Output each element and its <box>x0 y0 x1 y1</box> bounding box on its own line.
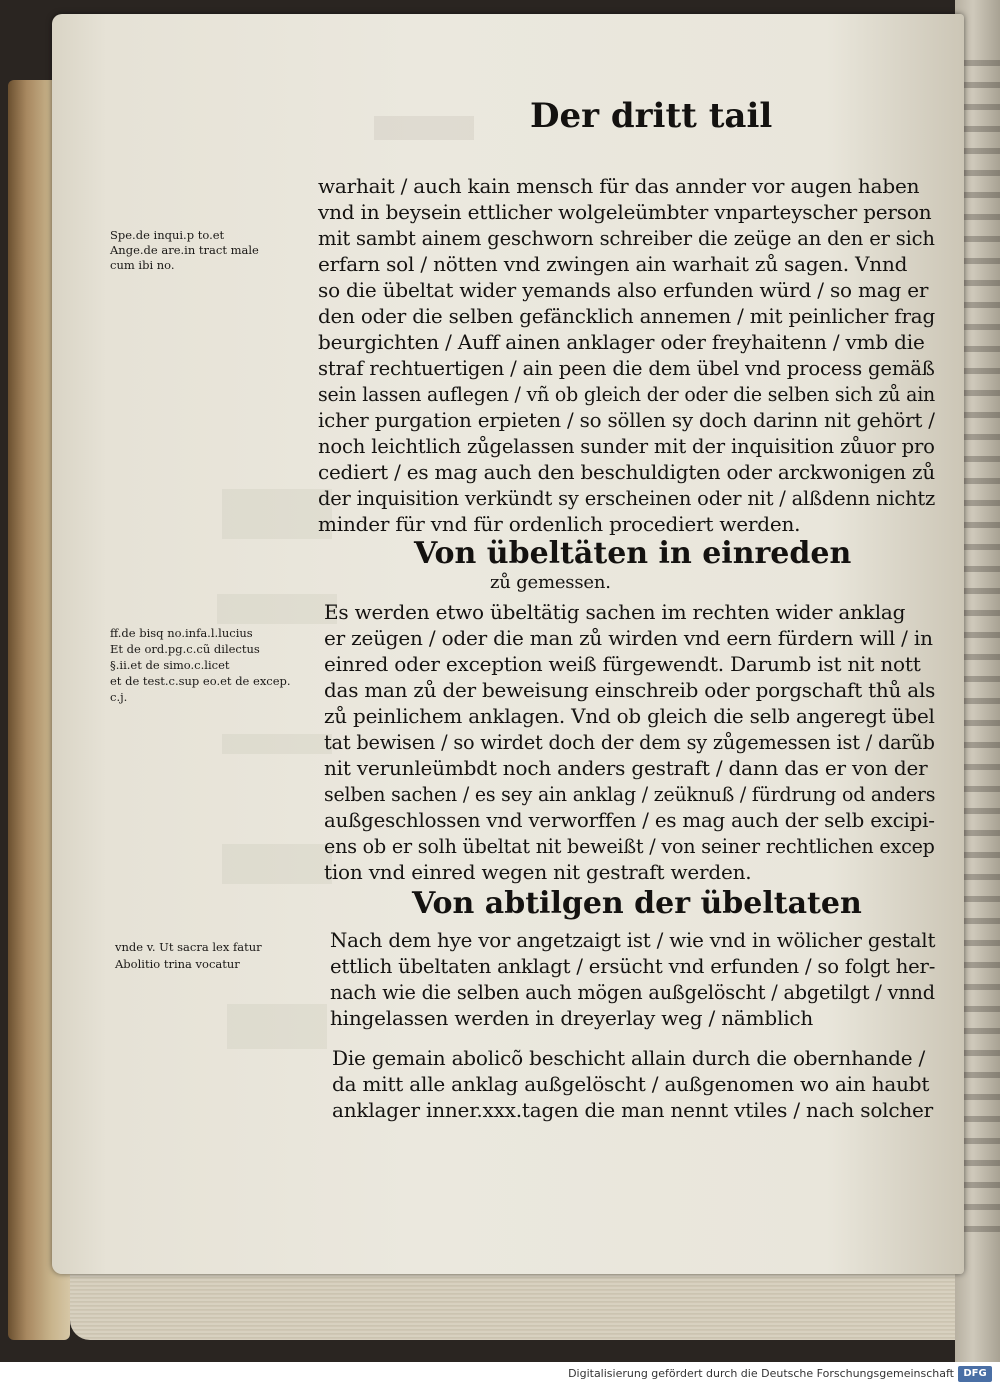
text-line: den oder die selben gefäncklich annemen / mit peinlicher frag <box>318 304 935 328</box>
facing-page-text-bleed <box>960 60 1000 1240</box>
text-line: außgeschlossen vnd verworffen / es mag auch der selb excipi- <box>324 808 935 832</box>
text-line: so die übeltat wider yemands also erfunden würd / so mag er <box>318 278 929 302</box>
text-line: nit verunleümbdt noch anders gestraft / dann das er von der <box>324 756 928 780</box>
dfg-logo-icon: DFG <box>958 1366 992 1382</box>
margin-note-line: ff.de bisq no.infa.l.lucius <box>110 626 253 640</box>
margin-note-line: §.ii.et de simo.c.licet <box>110 658 230 672</box>
text-line: icher purgation erpieten / so söllen sy doch darinn nit gehört / <box>318 408 935 432</box>
text-line: Es werden etwo übeltätig sachen im rechten wider anklag <box>324 600 906 624</box>
text-line: ens ob er solh übeltat nit beweißt / von seiner rechtlichen excep <box>324 834 935 858</box>
text-line: straf rechtuertigen / ain peen die dem übel vnd process gemäß <box>318 356 935 380</box>
text-line: selben sachen / es sey ain anklag / zeüknuß / fürdrung od anders <box>324 782 936 806</box>
margin-note-line: et de test.c.sup eo.et de excep. <box>110 674 291 688</box>
bleed-through-mark <box>222 734 332 754</box>
footer-bar <box>0 1362 1000 1387</box>
text-line: nach wie die selben auch mögen außgelöscht / abgetilgt / vnnd <box>330 980 935 1004</box>
running-head: Der dritt tail <box>530 96 773 136</box>
bleed-through-mark <box>222 489 332 539</box>
text-line: minder für vnd für ordenlich procediert werden. <box>318 512 801 536</box>
margin-note-line: c.j. <box>110 690 128 704</box>
margin-note-line: cum ibi no. <box>110 258 175 272</box>
text-line: mit sambt ainem geschworn schreiber die zeüge an den er sich <box>318 226 935 250</box>
bleed-through-mark <box>227 1004 327 1049</box>
section-heading: Von abtilgen der übeltaten <box>412 886 862 921</box>
text-line: anklager inner.xxx.tagen die man nennt vtiles / nach solcher <box>332 1098 934 1122</box>
text-line: sein lassen auflegen / vñ ob gleich der oder die selben sich zů ain <box>318 382 936 406</box>
text-line: Nach dem hye vor angetzaigt ist / wie vnd in wölicher gestalt <box>330 928 936 952</box>
text-line: das man zů der beweisung einschreib oder porgschaft thů als <box>324 678 936 702</box>
text-line: Die gemain abolicõ beschicht allain durch die obernhande / <box>332 1046 926 1070</box>
text-line: er zeügen / oder die man zů wirden vnd eern fürdern will / in <box>324 626 933 650</box>
section-heading: Von übeltäten in einreden <box>414 536 852 571</box>
margin-note-line: Abolitio trina vocatur <box>115 957 240 971</box>
bleed-through-mark <box>374 116 474 140</box>
funding-credit: Digitalisierung gefördert durch die Deutsche Forschungsgemeinschaft <box>568 1367 954 1380</box>
text-line: warhait / auch kain mensch für das annder vor augen haben <box>318 174 920 198</box>
margin-note-line: Spe.de inqui.p to.et <box>110 228 225 242</box>
section-subheading: zů gemessen. <box>490 572 611 593</box>
text-line: beurgichten / Auff ainen anklager oder freyhaitenn / vmb die <box>318 330 925 354</box>
text-line: ettlich übeltaten anklagt / ersücht vnd erfunden / so folgt her- <box>330 954 936 978</box>
text-line: cediert / es mag auch den beschuldigten oder arckwonigen zů <box>318 460 935 484</box>
text-line: erfarn sol / nötten vnd zwingen ain warhait zů sagen. Vnnd <box>318 252 908 276</box>
text-line: tion vnd einred wegen nit gestraft werden. <box>324 860 752 884</box>
text-line: da mitt alle anklag außgelöscht / außgenomen wo ain haubt <box>332 1072 930 1096</box>
text-line: hingelassen werden in dreyerlay weg / nämblich <box>330 1006 814 1030</box>
text-line: noch leichtlich zůgelassen sunder mit der inquisition zůuor pro <box>318 434 935 458</box>
bleed-through-mark <box>222 844 332 884</box>
text-line: tat bewisen / so wirdet doch der dem sy zůgemessen ist / darũb <box>324 730 935 754</box>
text-line: einred oder exception weiß fürgewendt. Darumb ist nit nott <box>324 652 921 676</box>
margin-note-line: vnde v. Ut sacra lex fatur <box>115 940 262 954</box>
margin-note-line: Et de ord.pg.c.cũ dilectus <box>110 642 260 656</box>
bleed-through-mark <box>217 594 337 624</box>
text-line: der inquisition verkündt sy erscheinen oder nit / alßdenn nichtz <box>318 486 936 510</box>
text-line: vnd in beysein ettlicher wolgeleümbter vnparteyscher person <box>318 200 932 224</box>
text-line: zů peinlichem anklagen. Vnd ob gleich die selb angeregt übel <box>324 704 935 728</box>
margin-note-line: Ange.de are.in tract male <box>110 243 259 257</box>
